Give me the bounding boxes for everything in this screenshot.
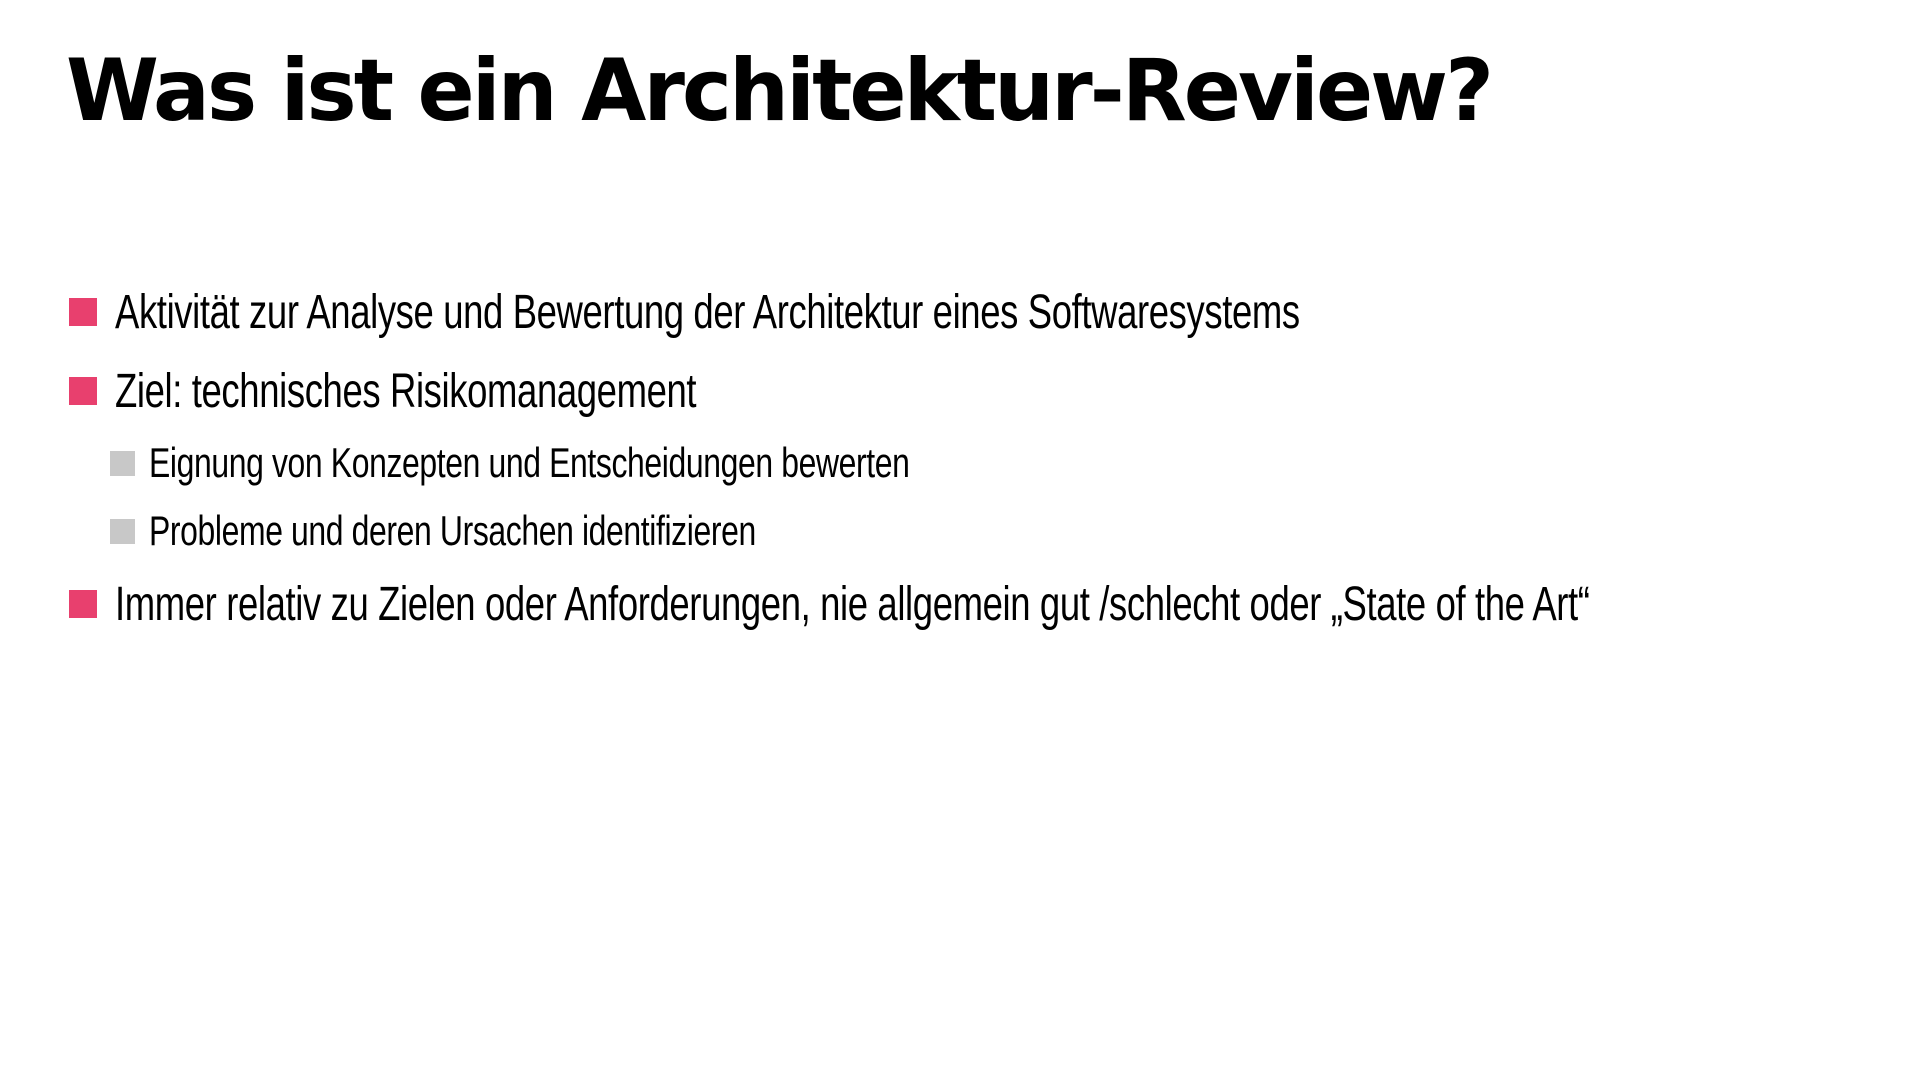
bullet-text: Immer relativ zu Zielen oder Anforderungen, nie allgemein gut /schlecht oder „State of the Art“ <box>115 577 1590 631</box>
square-sub-bullet-icon <box>110 451 135 476</box>
bullet-item <box>69 361 880 421</box>
sub-bullet-item <box>110 437 1150 489</box>
square-bullet-icon <box>69 590 97 618</box>
square-bullet-icon <box>69 298 97 326</box>
sub-bullet-item <box>110 505 947 557</box>
bullet-item <box>69 574 1920 634</box>
square-sub-bullet-icon <box>110 519 135 544</box>
bullet-text: Ziel: technisches Risikomanagement <box>115 364 697 418</box>
sub-bullet-text: Eignung von Konzepten und Entscheidungen bewerten <box>149 439 910 486</box>
bullet-item <box>69 282 1674 342</box>
sub-bullet-text: Probleme und deren Ursachen identifizieren <box>149 507 756 554</box>
bullet-text: Aktivität zur Analyse und Bewertung der Architektur eines Softwaresystems <box>115 285 1300 339</box>
square-bullet-icon <box>69 377 97 405</box>
slide-title: Was ist ein Architektur-Review? <box>66 41 1492 141</box>
